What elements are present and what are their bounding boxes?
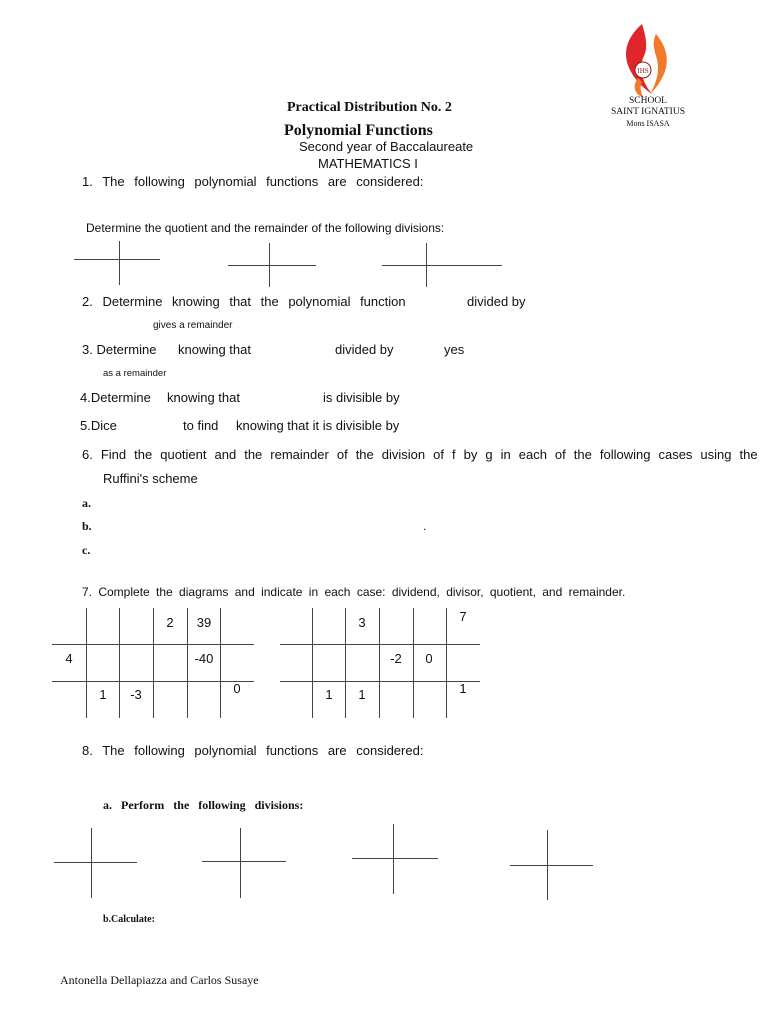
subject-name: MATHEMATICS I <box>318 156 418 171</box>
question-4-divisible: is divisible by <box>323 390 400 405</box>
table2-top-cell: 3 <box>358 615 366 630</box>
question-6: 6. Find the quotient and the remainder of the division of f by g in each of the following cases using the <box>82 447 758 462</box>
question-5-divisible: knowing that it is divisible by <box>236 418 400 433</box>
table1-remainder: 0 <box>233 681 241 696</box>
crest-line1: SCHOOL <box>628 96 667 106</box>
table1-mid-cell: -40 <box>194 651 214 666</box>
question-3-knowing: knowing that <box>178 342 251 357</box>
table2-remainder: 1 <box>459 681 467 696</box>
table1-bottom-cell: -3 <box>130 687 142 702</box>
question-7: 7. Complete the diagrams and indicate in each case: dividend, divisor, quotient, and remainder. <box>82 585 626 599</box>
table1-divisor: 4 <box>65 651 73 666</box>
page-title: Practical Distribution No. 2 <box>287 100 452 115</box>
question-6-line2: Ruffini's scheme <box>103 471 198 486</box>
question-6-dot: . <box>423 519 427 533</box>
table2-bottom-cell: 1 <box>325 687 333 702</box>
question-6-item-a: a. <box>82 496 91 510</box>
crest-line3: Mons ISASA <box>626 119 670 128</box>
question-6-item-c: c. <box>82 543 91 557</box>
question-4: 4.Determine <box>80 390 151 405</box>
table1-top-cell: 2 <box>166 615 174 630</box>
flame-logo-icon <box>612 20 682 100</box>
question-2: 2. Determine knowing that the polynomial function <box>82 294 406 309</box>
question-8-part-a: a. Perform the following divisions: <box>103 798 304 812</box>
crest-caption <box>600 96 696 129</box>
course-year: Second year of Baccalaureate <box>299 139 474 154</box>
crest-line2: SAINT IGNATIUS <box>611 107 685 117</box>
table2-top-cell: 7 <box>459 609 467 624</box>
question-8-part-b: b.Calculate: <box>103 914 155 925</box>
question-3-remainder: as a remainder <box>103 368 167 379</box>
school-crest <box>612 20 682 100</box>
question-3-yes: yes <box>444 342 465 357</box>
question-5: 5.Dice <box>80 418 117 433</box>
question-4-knowing: knowing that <box>167 390 240 405</box>
table1-bottom-cell: 1 <box>99 687 107 702</box>
question-3: 3. Determine <box>82 342 157 357</box>
table2-mid-cell: -2 <box>390 651 402 666</box>
question-5-to-find: to find <box>183 418 219 433</box>
table1-top-cell: 39 <box>196 615 212 630</box>
footer-authors: Antonella Dellapiazza and Carlos Susaye <box>60 973 259 987</box>
question-1-instruction: Determine the quotient and the remainder of the following divisions: <box>86 221 445 235</box>
page-subtitle: Polynomial Functions <box>284 122 433 139</box>
question-1: 1. The following polynomial functions are considered: <box>82 174 424 189</box>
question-8: 8. The following polynomial functions are considered: <box>82 743 424 758</box>
question-6-item-b: b. <box>82 519 92 533</box>
question-3-divided-by: divided by <box>335 342 394 357</box>
question-2-divided-by: divided by <box>467 294 526 309</box>
question-2-remainder: gives a remainder <box>153 320 233 331</box>
table2-bottom-cell: 1 <box>358 687 366 702</box>
crest-monogram: IHS <box>637 67 649 75</box>
table2-mid-cell: 0 <box>425 651 433 666</box>
